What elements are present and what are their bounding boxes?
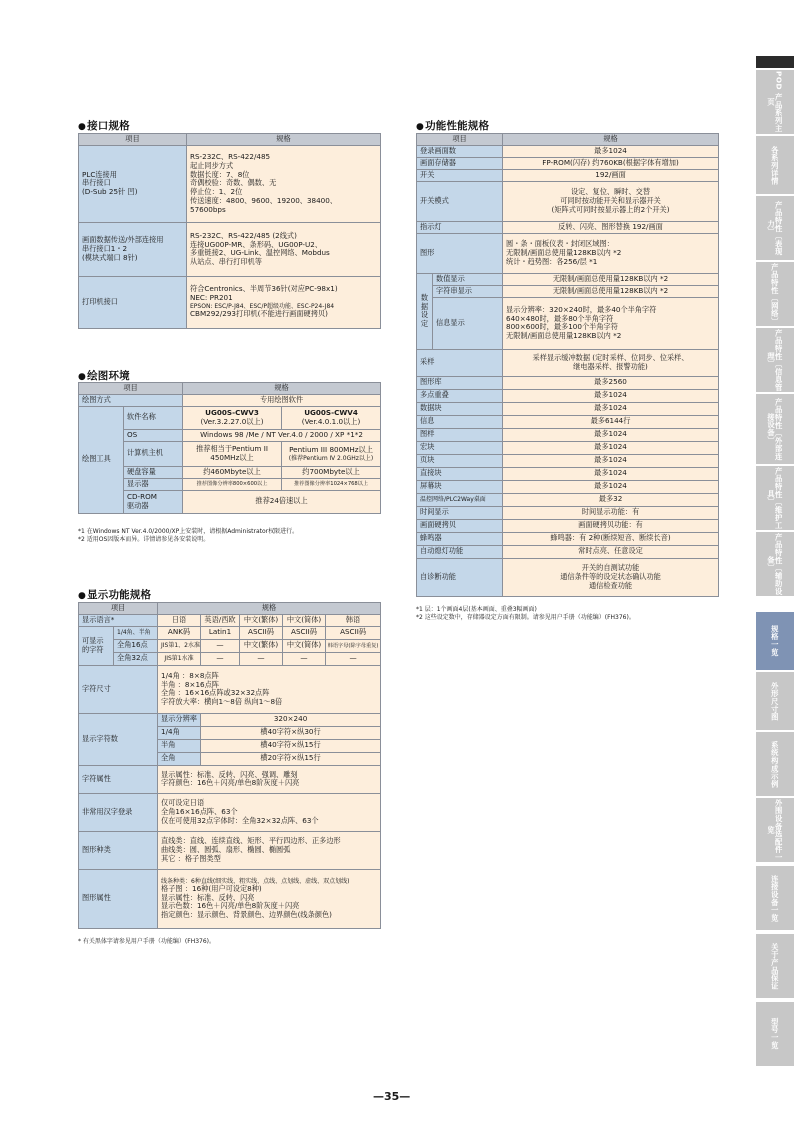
row-value-os: Windows 98 /Me / NT Ver.4.0 / 2000 / XP *1*2 xyxy=(183,429,381,441)
row-value-str-display: 无限制/画面总使用量128KB以内 *2 xyxy=(503,285,719,297)
row-value-count-quarter: 横40字符×纵30行 xyxy=(201,726,381,739)
row-label-disk: 硬盘容量 xyxy=(124,466,183,478)
disk-v4: 约700Mbyte以上 xyxy=(282,466,381,478)
sidebar-item-series-detail[interactable]: 各系列详情 xyxy=(756,136,794,194)
row-label: 信息 xyxy=(417,415,503,428)
sidebar-item-accessories[interactable]: 产品特性〔辅助设备〕 xyxy=(756,532,794,596)
interface-spec-table xyxy=(78,133,381,329)
row-value-plc-port: RS-232C、RS-422/485 起止同步方式 数据长度：7、8位 奇偶校验：奇数、偶数、无 停止位：1、2位 传送速度：4800、9600、19200、38400、 57600bps xyxy=(187,145,381,222)
row-value: 最多1024 xyxy=(503,389,719,402)
char-cell: — xyxy=(240,652,283,665)
lang-cell: 日语 xyxy=(158,614,201,626)
lang-cell: 英语/西欧 xyxy=(201,614,240,626)
col-header-item: 项目 xyxy=(79,134,187,146)
row-label-kanji: 非常用汉字登录 xyxy=(79,793,158,831)
row-label-sampling: 采样 xyxy=(417,349,503,376)
row-label-shape: 图形种类 xyxy=(79,831,158,869)
row-value-char-size: 1/4角 ：8×8点阵 半角 ：8×16点阵 全角 ：16×16点阵或32×32点阵 字符放大率：横向1～8倍 纵向1～8倍 xyxy=(158,665,381,713)
display-spec-table xyxy=(78,602,381,929)
row-label-char-size: 字符尺寸 xyxy=(79,665,158,713)
sidebar-item-network[interactable]: 产品特性〔网络〕 xyxy=(756,262,794,326)
col-header-spec: 规格 xyxy=(183,383,381,395)
sidebar-item-spec-list[interactable]: 规格一览 xyxy=(756,612,794,670)
char-cell: — xyxy=(283,652,326,665)
drawing-notes: *1 在Windows NT Ver.4.0/2000/XP上安装时，请根据Administrator权限进行。 *2 适用OS因版本而异。详情请参见各安装说明。 xyxy=(78,528,299,544)
col-header-spec: 规格 xyxy=(158,603,381,615)
char-cell: Latin1 xyxy=(201,626,240,639)
char-cell: — xyxy=(201,639,240,652)
row-value: 最多2560 xyxy=(503,376,719,389)
row-label-switch-mode: 开关模式 xyxy=(417,181,503,221)
side-navigation xyxy=(756,0,794,1123)
display-v4: 推荐图像分辨率1024×768以上 xyxy=(282,478,381,490)
row-value: 画面硬拷贝功能：有 xyxy=(503,519,719,532)
sidebar-item-system-examples[interactable]: 系统构成示例 xyxy=(756,732,794,796)
func-spec-table xyxy=(416,133,719,597)
sidebar-item-expressiveness[interactable]: 产品特性〔表现力〕 xyxy=(756,196,794,260)
row-label: 温控网络/PLC2Way桌面 xyxy=(417,493,503,506)
row-label: 画面存储器 xyxy=(417,157,503,169)
sidebar-top-bar xyxy=(756,56,794,68)
row-label-cdrom: CD-ROM 驱动器 xyxy=(124,490,183,513)
row-value-count-full: 横20字符×纵15行 xyxy=(201,752,381,765)
row-label: 多点重叠 xyxy=(417,389,503,402)
row-value-char-attr: 显示属性：标准、反转、闪亮、强调、雕刻 字符颜色：16色＋闪亮/单色8阶灰度＋闪亮 xyxy=(158,765,381,793)
row-label-serial-port: 画面数据传送/外部连接用 串行接口1・2 (模块式端口 8针) xyxy=(79,222,187,276)
display-note: * 有关黑体字请参见用户手册（功能编）(FH376)。 xyxy=(78,938,216,945)
row-value-method: 专用绘图软件 xyxy=(183,394,381,406)
row-value: 最多1024 xyxy=(503,480,719,493)
func-spec-title: ● 功能性能规格 xyxy=(416,118,489,133)
row-label-str-display: 字符串显示 xyxy=(433,285,503,297)
row-value: 最多32 xyxy=(503,493,719,506)
drawing-env-title: ● 绘图环境 xyxy=(78,368,130,383)
interface-spec-title: ● 接口规格 xyxy=(78,118,130,133)
lang-cell: 韩语 xyxy=(326,614,381,626)
row-label-data-setting: 数 据 设 定 xyxy=(417,273,433,349)
sidebar-item-external-devices[interactable]: 产品特性〔外部连接设备〕 xyxy=(756,394,794,464)
row-value: 常时点亮、任意设定 xyxy=(503,545,719,558)
row-label-msg-display: 信息显示 xyxy=(433,297,503,349)
char-cell: 中文(繁体) xyxy=(240,639,283,652)
row-label-char-attr: 字符属性 xyxy=(79,765,158,793)
row-value: 最多1024 xyxy=(503,145,719,157)
char-cell: ASCII码 xyxy=(283,626,326,639)
row-value: 最多1024 xyxy=(503,454,719,467)
software-v4: UG00S-CWV4 (Ver.4.0.1.0以上) xyxy=(282,406,381,429)
row-label: 时间显示 xyxy=(417,506,503,519)
row-value-sampling: 采样显示缓冲数据 (定时采样、位同步、位采样、 继电器采样、报警功能) xyxy=(503,349,719,376)
row-label-chars: 可显示 的字符 xyxy=(79,626,114,665)
row-label-os: OS xyxy=(124,429,183,441)
row-label-tools: 绘图工具 xyxy=(79,406,124,513)
sidebar-item-model-list[interactable]: 型号一览 xyxy=(756,1002,794,1066)
row-label-host: 计算机主机 xyxy=(124,441,183,466)
row-label-graph: 图形 xyxy=(417,233,503,273)
row-label: 页块 xyxy=(417,454,503,467)
row-value-lamp: 反转、闪亮、图形替换 192/画面 xyxy=(503,221,719,233)
row-value: 最多1024 xyxy=(503,467,719,480)
sidebar-item-warranty[interactable]: 关于产品保证 xyxy=(756,934,794,998)
row-value-graph: 圆・条・面板仪表・封闭区域图： 无限制/画面总使用量128KB以内 *2 统计・趋势图：各256/层 *1 xyxy=(503,233,719,273)
row-label-display: 显示器 xyxy=(124,478,183,490)
lang-cell: 中文(繁体) xyxy=(240,614,283,626)
sidebar-item-info-management[interactable]: 产品特性〔信息管理〕 xyxy=(756,328,794,392)
char-cell: — xyxy=(201,652,240,665)
row-value-printer-port: 符合Centronics、半周节36针(对应PC-98x1) NEC: PR201 EPSON: ESC/P-J84、ESC/P超级功能、ESC-P24-J84 CBM292/293打印机(不能进行画面硬拷贝) xyxy=(187,276,381,328)
row-value-shape: 直线类：直线、连续直线、矩形、平行四边形、正多边形 曲线类：圆、圆弧、扇形、椭圆、椭圆弧 其它 ：格子图类型 xyxy=(158,831,381,869)
sidebar-item-peripherals[interactable]: 外围设备选配件一览 xyxy=(756,798,794,862)
row-label-char-count: 显示字符数 xyxy=(79,713,158,765)
row-label-self-diag: 自诊断功能 xyxy=(417,558,503,596)
row-label: 登录画面数 xyxy=(417,145,503,157)
row-label-count-full: 全角 xyxy=(158,752,201,765)
display-spec-title: ● 显示功能规格 xyxy=(78,587,151,602)
row-value-serial-port: RS-232C、RS-422/485 (2线式) 连接UG00P-MR、条形码、UG00P-U2、 多重链接2、UG-Link、温控网络、Mobdus 从站点、串行打印机等 xyxy=(187,222,381,276)
row-value-self-diag: 开关的自测试功能 通信条件等的设定状态确认功能 通信检查功能 xyxy=(503,558,719,596)
row-value-graph-attr: 线条种类：6种直线(细实线、粗实线、点线、点划线、虚线、双点划线) 格子图 ：16种(用户可设定8种) 显示属性：标准、反转、闪亮 显示色数：16色＋闪亮/单色8阶灰度＋闪亮 指定颜色：显示颜色、背景颜色、边界颜色(线条颜色) xyxy=(158,869,381,928)
host-v3: 推荐相当于Pentium II 450MHz以上 xyxy=(183,441,282,466)
row-value-switch-mode: 设定、复位、瞬时、交替 可同时按动能开关和显示器开关 (矩阵式可同时按显示器上的2个开关) xyxy=(503,181,719,221)
sidebar-item-dimensions[interactable]: 外形尺寸图 xyxy=(756,672,794,730)
row-label: 开关 xyxy=(417,169,503,181)
row-label: 画面硬拷贝 xyxy=(417,519,503,532)
row-value: 192/画面 xyxy=(503,169,719,181)
row-value-resolution: 320×240 xyxy=(201,713,381,726)
row-label-resolution: 显示分辨率 xyxy=(158,713,201,726)
row-label-plc-port: PLC连接用 串行接口 (D-Sub 25针 凹) xyxy=(79,145,187,222)
sidebar-item-maintenance-tools[interactable]: 产品特性〔维护工具〕 xyxy=(756,466,794,530)
col-header-spec: 规格 xyxy=(187,134,381,146)
col-header-item: 项目 xyxy=(417,134,503,146)
row-label: 宏块 xyxy=(417,441,503,454)
row-value: 最多1024 xyxy=(503,441,719,454)
row-label-language: 显示语言* xyxy=(79,614,158,626)
host-v4: Pentium III 800MHz以上 (推荐Pentium Ⅳ 2.0GHz以上) xyxy=(282,441,381,466)
char-cell: ANK码 xyxy=(158,626,201,639)
row-label: 直接块 xyxy=(417,467,503,480)
row-value: FP-ROM(闪存) 约760KB(根据字体有增加) xyxy=(503,157,719,169)
row-value: 时间显示功能：有 xyxy=(503,506,719,519)
sidebar-item-series-home[interactable]: POD 产品系列主页 xyxy=(756,70,794,134)
row-label: 图形库 xyxy=(417,376,503,389)
row-value-cdrom: 推荐24倍速以上 xyxy=(183,490,381,513)
char-cell: JIS第1、2水准 xyxy=(158,639,201,652)
row-value: 最多1024 xyxy=(503,402,719,415)
page-number: —35— xyxy=(373,1090,411,1103)
row-label-printer-port: 打印机接口 xyxy=(79,276,187,328)
col-header-item: 项目 xyxy=(79,603,158,615)
row-label-full16: 全角16点 xyxy=(114,639,158,652)
row-label-method: 绘图方式 xyxy=(79,394,183,406)
row-label-count-quarter: 1/4角 xyxy=(158,726,201,739)
row-value: 最多6144行 xyxy=(503,415,719,428)
sidebar-item-connectable-devices[interactable]: 连接设备一览 xyxy=(756,866,794,930)
software-v3: UG00S-CWV3 (Ver.3.2.27.0以上) xyxy=(183,406,282,429)
row-value-kanji: 仅可设定日语 全角16×16点阵、63个 仅在可使用32点字体时：全角32×32点阵、63个 xyxy=(158,793,381,831)
char-cell: 韩语字母(除字母重复) xyxy=(326,639,381,652)
row-value-msg-display: 显示分辨率：320×240时，最多40个半角字符 640×480时，最多80个半角字符 800×600时，最多100个半角字符 无限制/画面总使用量128KB以内 *2 xyxy=(503,297,719,349)
char-cell: — xyxy=(326,652,381,665)
disk-v3: 约460Mbyte以上 xyxy=(183,466,282,478)
char-cell: 中文(简体) xyxy=(283,639,326,652)
drawing-env-table xyxy=(78,382,381,514)
char-cell: JIS第1水准 xyxy=(158,652,201,665)
row-label: 图样 xyxy=(417,428,503,441)
row-label: 自动熄灯功能 xyxy=(417,545,503,558)
row-value: 蜂鸣器：有 2种(断续短音、断续长音) xyxy=(503,532,719,545)
char-cell: ASCII码 xyxy=(240,626,283,639)
col-header-spec: 规格 xyxy=(503,134,719,146)
row-label: 蜂鸣器 xyxy=(417,532,503,545)
display-v3: 推荐图像分辨率800×600以上 xyxy=(183,478,282,490)
func-notes: *1 层：1个画面4层(基本画面、重叠3幅画面) *2 这些设定数中，存储器设定方面有限制。请参见用户手册（功能编）(FH376)。 xyxy=(416,606,635,622)
row-value-count-half: 横40字符×纵15行 xyxy=(201,739,381,752)
row-value: 最多1024 xyxy=(503,428,719,441)
row-label: 数据块 xyxy=(417,402,503,415)
row-value-num-display: 无限制/画面总使用量128KB以内 *2 xyxy=(503,273,719,285)
row-label: 屏幕块 xyxy=(417,480,503,493)
row-label-quarter: 1/4角、半角 xyxy=(114,626,158,639)
row-label-full32: 全角32点 xyxy=(114,652,158,665)
row-label-software: 软件名称 xyxy=(124,406,183,429)
row-label-count-half: 半角 xyxy=(158,739,201,752)
row-label-lamp: 指示灯 xyxy=(417,221,503,233)
row-label-num-display: 数值显示 xyxy=(433,273,503,285)
col-header-item: 项目 xyxy=(79,383,183,395)
row-label-graph-attr: 图形属性 xyxy=(79,869,158,928)
char-cell: ASCII码 xyxy=(326,626,381,639)
lang-cell: 中文(简体) xyxy=(283,614,326,626)
